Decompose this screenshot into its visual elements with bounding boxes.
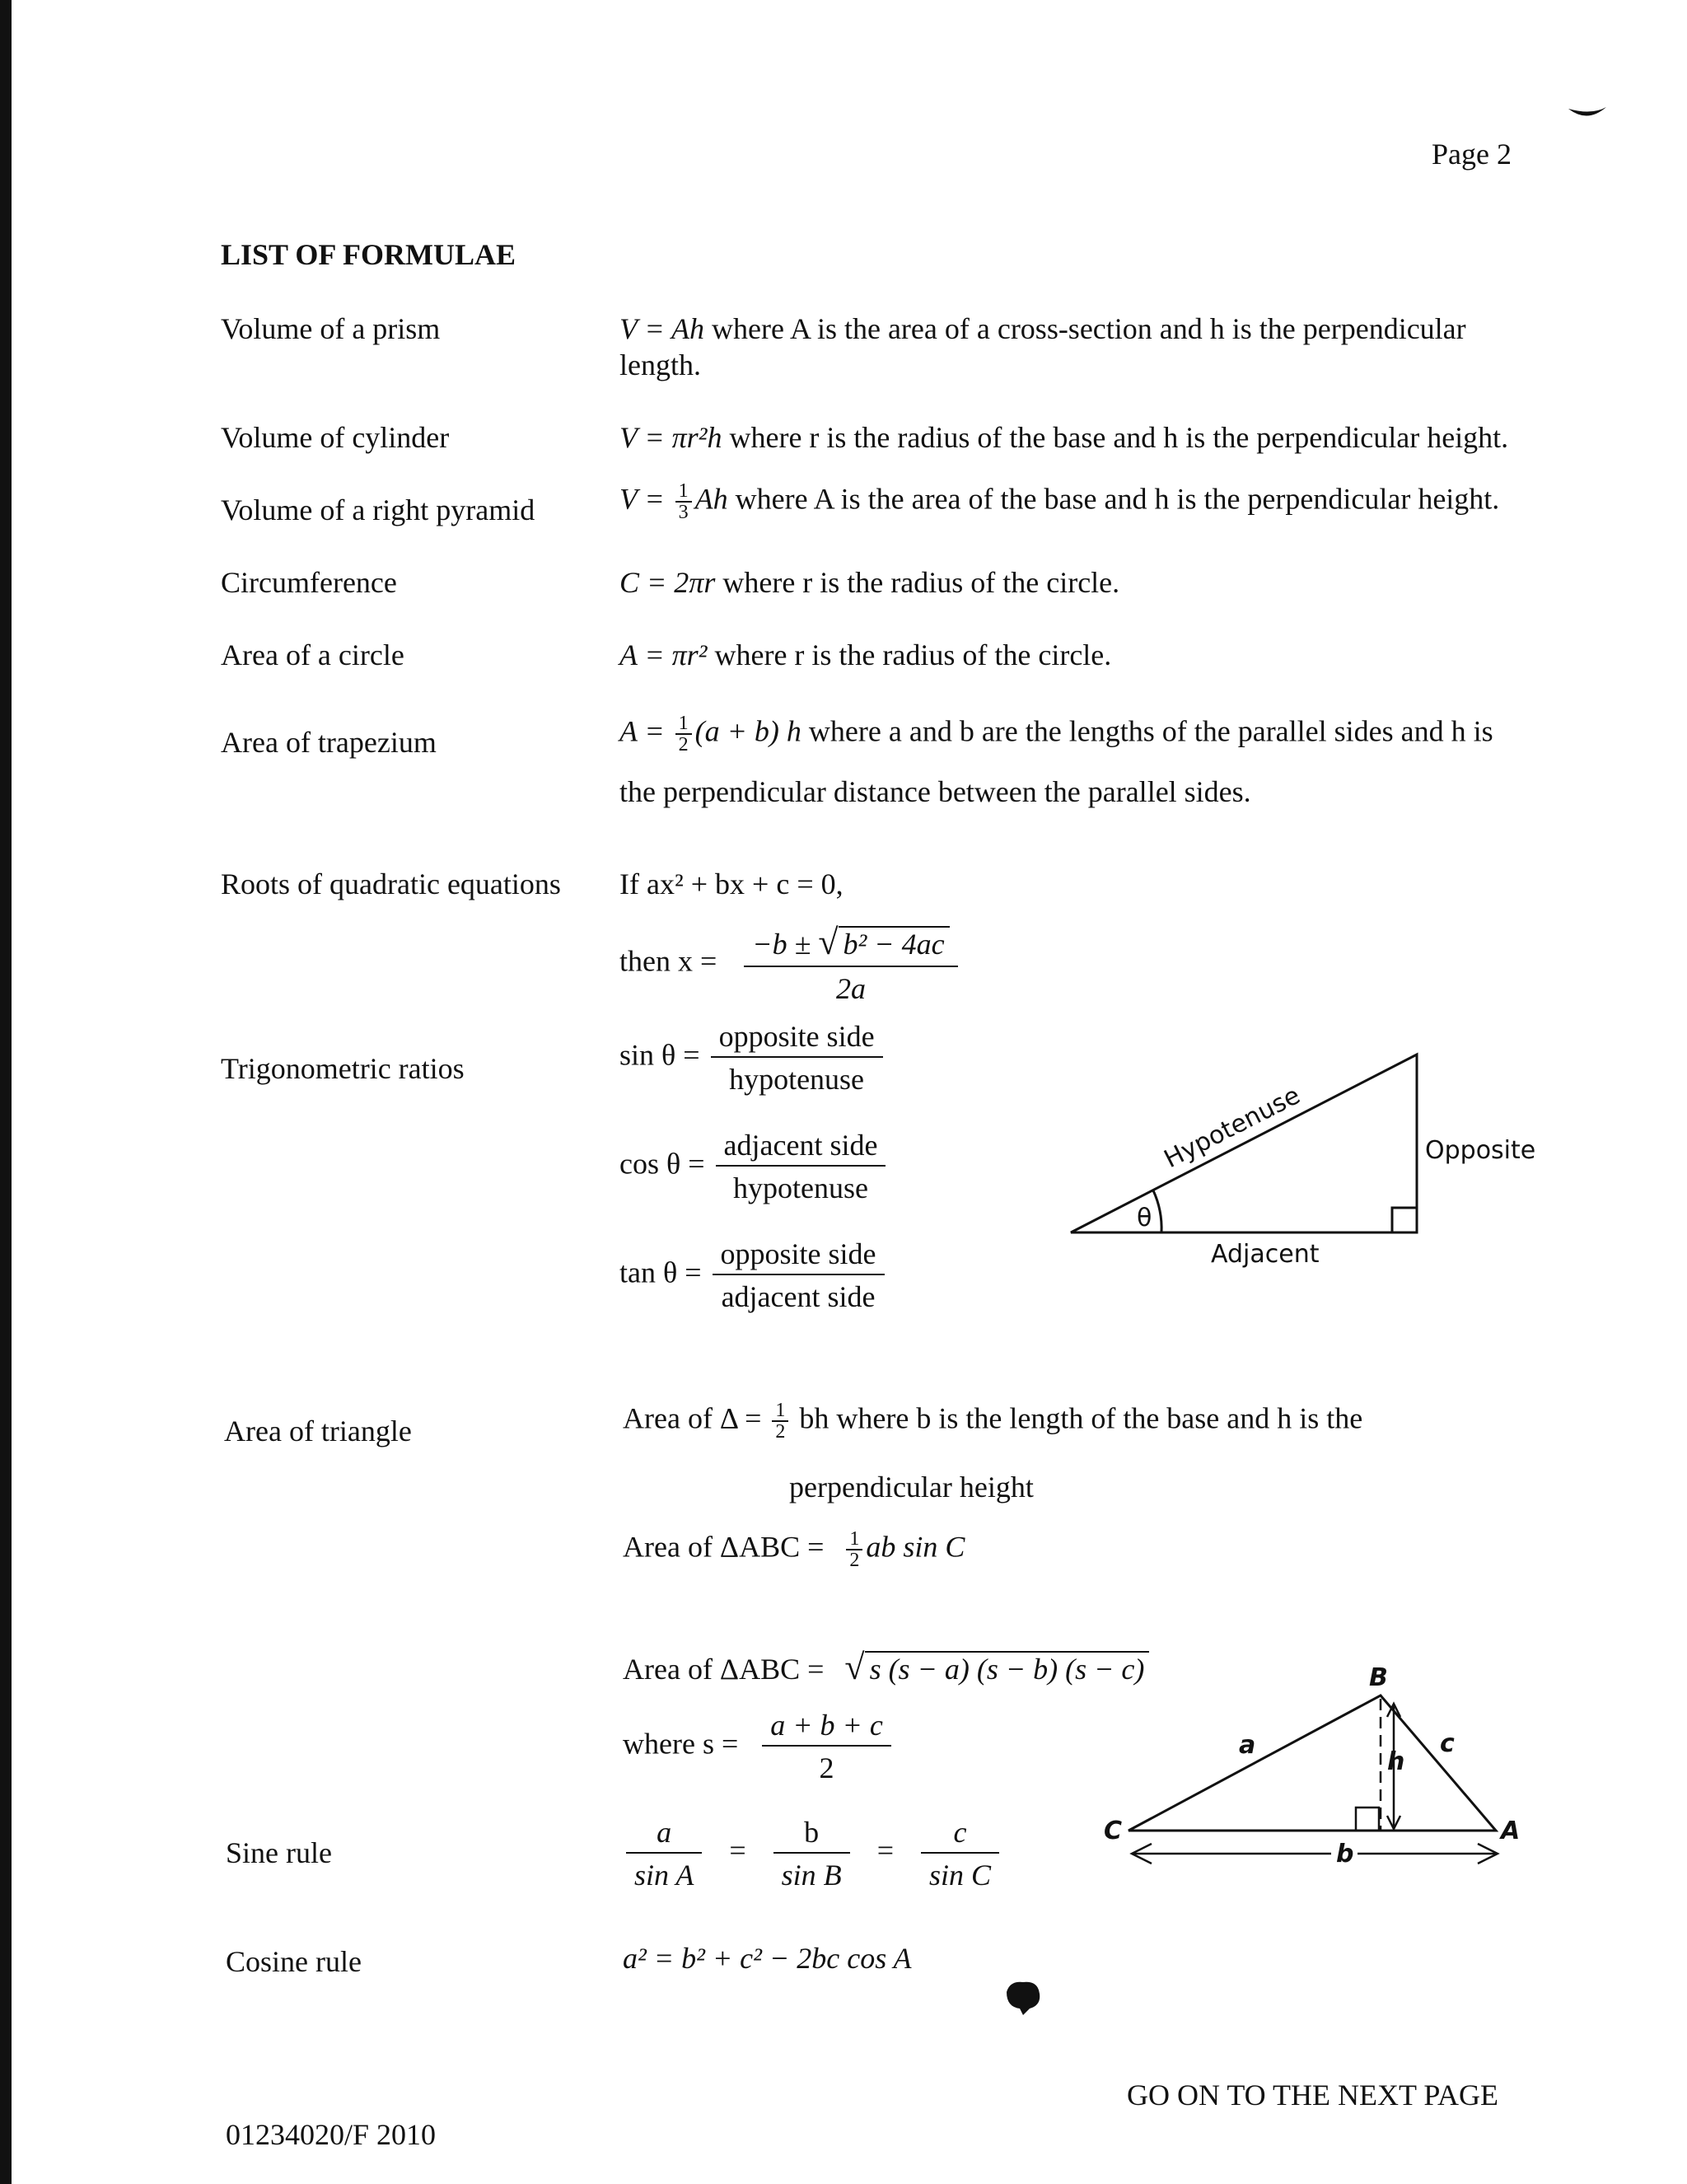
trapezium-lhs: A = — [619, 714, 665, 748]
formula-prism — [619, 311, 1466, 346]
heron-radicand: s (s − a) (s − b) (s − c) — [865, 1651, 1150, 1686]
triangle-abc-lhs: Area of ΔABC = — [623, 1530, 825, 1564]
triangle-area-rhs: bh where b is the length of the base and h is the — [799, 1401, 1363, 1435]
sine-rule-c-denominator: sin C — [929, 1859, 992, 1892]
quadratic-radicand: b² − 4ac — [839, 926, 950, 961]
sin-lhs: sin θ = — [619, 1038, 700, 1072]
formula-tan — [619, 1239, 888, 1312]
next-page-prompt: GO ON TO THE NEXT PAGE — [1127, 2079, 1499, 2112]
triangle-abc — [1129, 1695, 1496, 1831]
formula-triangle-area — [623, 1401, 1362, 1442]
tan-numerator: opposite side — [713, 1239, 885, 1275]
right-triangle — [1071, 1055, 1417, 1232]
formula-label-quadratic: Roots of quadratic equations — [221, 868, 561, 900]
trapezium-rhs: (a + b) h — [694, 714, 801, 748]
fraction-numerator: 1 — [675, 481, 692, 503]
triangle-area-line2: perpendicular height — [789, 1471, 1034, 1504]
pyramid-rhs: Ah — [694, 482, 728, 516]
cos-fraction — [716, 1130, 886, 1203]
paper-code: 01234020/F 2010 — [226, 2118, 437, 2151]
fraction-denominator: 2 — [678, 734, 689, 755]
circumference-text: where r is the radius of the circle. — [715, 566, 1120, 599]
circle-area-text: where r is the radius of the circle. — [707, 638, 1112, 671]
sine-rule-b — [773, 1817, 850, 1890]
formula-semi-perimeter — [623, 1710, 895, 1783]
right-triangle-diagram — [1054, 1046, 1549, 1277]
height-h-label: h — [1387, 1747, 1405, 1776]
quadratic-denominator: 2a — [835, 972, 866, 1005]
fraction-numerator: 1 — [772, 1401, 788, 1422]
sine-rule-a — [626, 1817, 702, 1890]
where-s-label: where s = — [623, 1727, 739, 1761]
opposite-label: Opposite — [1425, 1136, 1536, 1165]
cylinder-equation: V = πr²h — [619, 421, 722, 454]
formula-sine-rule — [623, 1817, 1002, 1890]
cos-denominator: hypotenuse — [733, 1172, 868, 1204]
tan-lhs: tan θ = — [619, 1256, 702, 1289]
fraction-one-third — [675, 481, 692, 522]
formula-label-pyramid: Volume of a right pyramid — [221, 493, 535, 526]
prism-text-line2: length. — [619, 348, 701, 381]
sine-rule-a-numerator: a — [626, 1817, 702, 1854]
sqrt-symbol: √ — [818, 922, 839, 962]
fraction-denominator: 2 — [775, 1421, 786, 1443]
formula-label-prism: Volume of a prism — [221, 312, 441, 345]
side-b-label: b — [1336, 1840, 1354, 1868]
sin-fraction — [711, 1022, 883, 1094]
hypotenuse-label: Hypotenuse — [1159, 1081, 1306, 1175]
vertex-c-label: C — [1104, 1817, 1123, 1845]
tan-fraction — [713, 1239, 885, 1312]
heron-lhs: Area of ΔABC = — [623, 1653, 825, 1686]
right-angle-marker — [1392, 1208, 1417, 1232]
quadratic-fraction — [744, 924, 957, 1003]
semi-perimeter-denominator: 2 — [819, 1751, 834, 1784]
scan-edge-shadow — [0, 0, 12, 2184]
angle-arc — [1153, 1190, 1161, 1232]
sin-numerator: opposite side — [711, 1022, 883, 1058]
quadratic-num-lead: −b ± — [752, 928, 811, 961]
formula-quadratic — [619, 924, 961, 1003]
angle-theta-label: θ — [1137, 1204, 1152, 1232]
cos-numerator: adjacent side — [716, 1130, 886, 1167]
adjacent-label: Adjacent — [1211, 1240, 1320, 1269]
pyramid-text: where A is the area of the base and h is the perpendicular height. — [727, 482, 1500, 516]
quadratic-condition: If ax² + bx + c = 0, — [619, 868, 844, 900]
semi-perimeter-numerator: a + b + c — [762, 1710, 891, 1747]
formula-trapezium — [619, 713, 1493, 755]
sine-rule-b-denominator: sin B — [781, 1859, 842, 1892]
formula-heron — [623, 1646, 1149, 1688]
cos-lhs: cos θ = — [619, 1147, 705, 1181]
tan-denominator: adjacent side — [721, 1280, 876, 1313]
quadratic-numerator — [744, 924, 957, 967]
cylinder-text: where r is the radius of the base and h is the perpendicular height. — [722, 421, 1509, 454]
formula-label-trapezium: Area of trapezium — [221, 726, 437, 759]
ink-blot — [1002, 1977, 1043, 2015]
prism-text: where A is the area of a cross-section and h is the perpendicular — [703, 312, 1466, 345]
fraction-one-half — [772, 1401, 788, 1442]
formula-circle-area — [619, 638, 1111, 672]
circumference-equation: C = 2πr — [619, 566, 716, 599]
formula-cylinder — [619, 420, 1508, 455]
quadratic-then: then x = — [619, 944, 717, 978]
formula-label-cylinder: Volume of cylinder — [221, 421, 450, 454]
formula-label-circle-area: Area of a circle — [221, 638, 404, 671]
scan-mark — [1567, 105, 1608, 122]
formula-sin — [619, 1022, 886, 1094]
vertex-a-label: A — [1501, 1817, 1521, 1845]
formula-label-circumference: Circumference — [221, 566, 397, 599]
equals: = — [729, 1834, 746, 1868]
formula-cosine-rule: a² = b² + c² − 2bc cos A — [623, 1942, 912, 1975]
formula-circumference — [619, 565, 1119, 600]
sin-denominator: hypotenuse — [729, 1063, 865, 1096]
fraction-denominator: 2 — [849, 1550, 860, 1571]
equals: = — [876, 1834, 894, 1868]
sqrt-symbol: √ — [844, 1647, 865, 1687]
triangle-abc-diagram — [1087, 1656, 1532, 1878]
side-a-label: a — [1239, 1731, 1256, 1760]
semi-perimeter-fraction — [762, 1710, 891, 1783]
formula-label-cosine-rule: Cosine rule — [226, 1945, 362, 1978]
fraction-one-half — [846, 1529, 862, 1570]
sine-rule-a-denominator: sin A — [634, 1859, 694, 1892]
formula-cos — [619, 1130, 889, 1203]
trapezium-text: where a and b are the lengths of the parallel sides and h is — [801, 714, 1493, 748]
sine-rule-c — [921, 1817, 999, 1890]
formula-label-sine-rule: Sine rule — [226, 1836, 332, 1869]
sine-rule-b-numerator: b — [773, 1817, 850, 1854]
right-angle-marker — [1356, 1808, 1379, 1831]
prism-equation: V = Ah — [619, 312, 704, 345]
circle-area-equation: A = πr² — [619, 638, 708, 671]
page-title: LIST OF FORMULAE — [221, 238, 516, 271]
formula-triangle-abc — [623, 1529, 965, 1570]
triangle-abc-rhs: ab sin C — [866, 1530, 965, 1564]
fraction-one-half — [675, 713, 692, 755]
pyramid-lhs: V = — [619, 482, 665, 516]
triangle-area-lhs: Area of Δ = — [623, 1401, 762, 1435]
vertex-b-label: B — [1369, 1663, 1388, 1692]
side-c-label: c — [1440, 1729, 1455, 1758]
formula-pyramid — [619, 481, 1499, 522]
fraction-numerator: 1 — [846, 1529, 862, 1550]
fraction-numerator: 1 — [675, 713, 692, 735]
trapezium-text-line2: the perpendicular distance between the parallel sides. — [619, 775, 1251, 808]
formula-label-trig: Trigonometric ratios — [221, 1052, 465, 1085]
fraction-denominator: 3 — [678, 502, 689, 523]
formula-label-triangle-area: Area of triangle — [224, 1415, 412, 1447]
sine-rule-c-numerator: c — [921, 1817, 999, 1854]
page-number: Page 2 — [1432, 138, 1512, 171]
